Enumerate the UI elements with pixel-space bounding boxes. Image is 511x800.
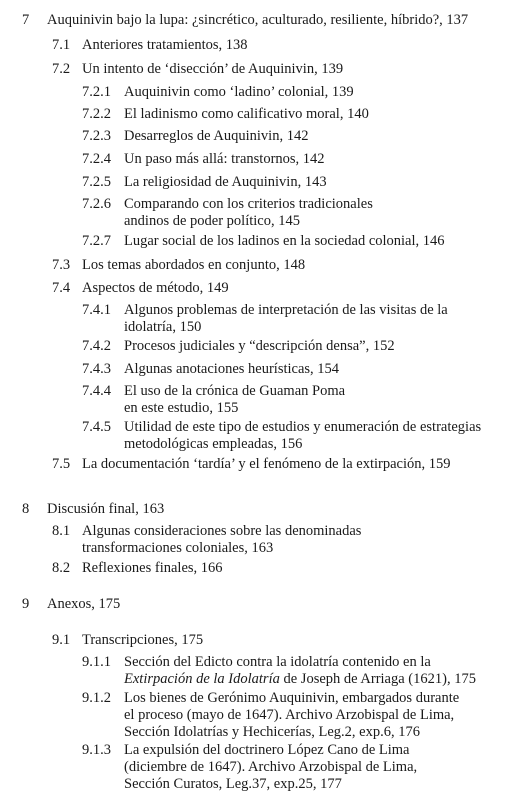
toc-entry: [52, 37, 492, 54]
toc-entry: [52, 560, 492, 577]
entry-title: Utilidad de este tipo de estudios y enumeración de estrategias metodológicas empleadas, 156: [124, 419, 482, 452]
toc-entry: [82, 338, 502, 355]
entry-number: 7.1: [52, 37, 71, 53]
toc-entry: [82, 419, 502, 453]
entry-number: 7.4.4: [82, 383, 111, 399]
toc-entry: [82, 742, 502, 793]
entry-number: 9.1: [52, 632, 71, 648]
toc-entry: [82, 654, 502, 688]
entry-title: Auquinivin bajo la lupa: ¿sincrético, aculturado, resiliente, híbrido?, 137: [47, 12, 469, 28]
entry-title: Reflexiones finales, 166: [82, 560, 223, 576]
entry-number: 7.2.3: [82, 128, 111, 144]
toc-entry: [52, 632, 492, 649]
entry-number: 9: [22, 596, 30, 612]
toc-entry: [82, 151, 502, 168]
entry-number: 7.4.3: [82, 361, 111, 377]
toc-entry: [82, 690, 502, 741]
toc-entry: [52, 280, 492, 297]
entry-number: 7.4.2: [82, 338, 111, 354]
toc-entry: [52, 257, 492, 274]
entry-title: Algunas consideraciones sobre las denominadas transformaciones coloniales, 163: [82, 523, 362, 556]
entry-title-text: de Joseph de Arriaga (1621), 175: [283, 671, 476, 687]
entry-title: La expulsión del doctrinero López Cano de Lima (diciembre de 1647). Archivo Arzobispal de Lima, Sección Curatos, Leg.37, exp.25, 177: [124, 742, 418, 792]
entry-number: 7.4.5: [82, 419, 111, 435]
toc-entry: [82, 128, 502, 145]
entry-title: La religiosidad de Auquinivin, 143: [124, 174, 327, 190]
entry-number: 9.1.3: [82, 742, 111, 758]
toc-entry: [82, 302, 502, 336]
entry-number: 7.3: [52, 257, 71, 273]
entry-title: Aspectos de método, 149: [82, 280, 229, 296]
toc-entry: [22, 501, 462, 518]
entry-title: Anexos, 175: [47, 596, 121, 612]
entry-number: 7.5: [52, 456, 71, 472]
toc-entry: [82, 383, 502, 417]
entry-number: 8: [22, 501, 30, 517]
toc-entry: [82, 233, 502, 250]
entry-title: Auquinivin como ‘ladino’ colonial, 139: [124, 84, 354, 100]
entry-title: Procesos judiciales y “descripción densa”, 152: [124, 338, 395, 354]
entry-title: Anteriores tratamientos, 138: [82, 37, 248, 53]
entry-number: 7.2.1: [82, 84, 111, 100]
entry-title: El ladinismo como calificativo moral, 140: [124, 106, 369, 122]
entry-title: El uso de la crónica de Guaman Poma en este estudio, 155: [124, 383, 346, 416]
entry-title: La documentación ‘tardía’ y el fenómeno de la extirpación, 159: [82, 456, 451, 472]
entry-title: Un intento de ‘disección’ de Auquinivin, 139: [82, 61, 344, 77]
entry-title-italic: Extirpación de la Idolatría: [124, 671, 280, 687]
toc-entry: [52, 523, 412, 557]
entry-number: 7: [22, 12, 30, 28]
toc-entry: [52, 61, 492, 78]
toc-entry: [82, 106, 502, 123]
entry-title: [124, 654, 484, 688]
toc-entry: [82, 196, 392, 230]
entry-number: 7.2.4: [82, 151, 111, 167]
entry-number: 9.1.2: [82, 690, 111, 706]
entry-title-text: Sección del Edicto contra la idolatría contenido en la: [124, 654, 431, 670]
entry-number: 7.2.2: [82, 106, 111, 122]
entry-number: 7.2: [52, 61, 71, 77]
toc-entry: [22, 596, 462, 613]
entry-title: Los bienes de Gerónimo Auquinivin, embargados durante el proceso (mayo de 1647). Archivo Arzobispal de Lima, Sección Idolatrías y Hechicerías, Leg.2, exp.6, 176: [124, 690, 460, 740]
entry-title: Comparando con los criterios tradicionales andinos de poder político, 145: [124, 196, 373, 229]
entry-number: 9.1.1: [82, 654, 111, 670]
entry-number: 7.4: [52, 280, 71, 296]
entry-number: 7.2.5: [82, 174, 111, 190]
entry-title: Desarreglos de Auquinivin, 142: [124, 128, 309, 144]
toc-entry: [82, 361, 502, 378]
toc-entry: [22, 12, 502, 29]
entry-number: 7.2.6: [82, 196, 111, 212]
entry-title: Algunos problemas de interpretación de las visitas de la idolatría, 150: [124, 302, 448, 335]
toc-entry: [82, 174, 502, 191]
entry-number: 7.4.1: [82, 302, 111, 318]
entry-title: Lugar social de los ladinos en la sociedad colonial, 146: [124, 233, 445, 249]
toc-entry: [82, 84, 502, 101]
toc-entry: [52, 456, 502, 473]
entry-title: Transcripciones, 175: [82, 632, 204, 648]
entry-title: Los temas abordados en conjunto, 148: [82, 257, 306, 273]
entry-number: 8.2: [52, 560, 71, 576]
entry-number: 7.2.7: [82, 233, 111, 249]
entry-number: 8.1: [52, 523, 71, 539]
entry-title: Discusión final, 163: [47, 501, 165, 517]
entry-title: Un paso más allá: transtornos, 142: [124, 151, 325, 167]
entry-title: Algunas anotaciones heurísticas, 154: [124, 361, 340, 377]
